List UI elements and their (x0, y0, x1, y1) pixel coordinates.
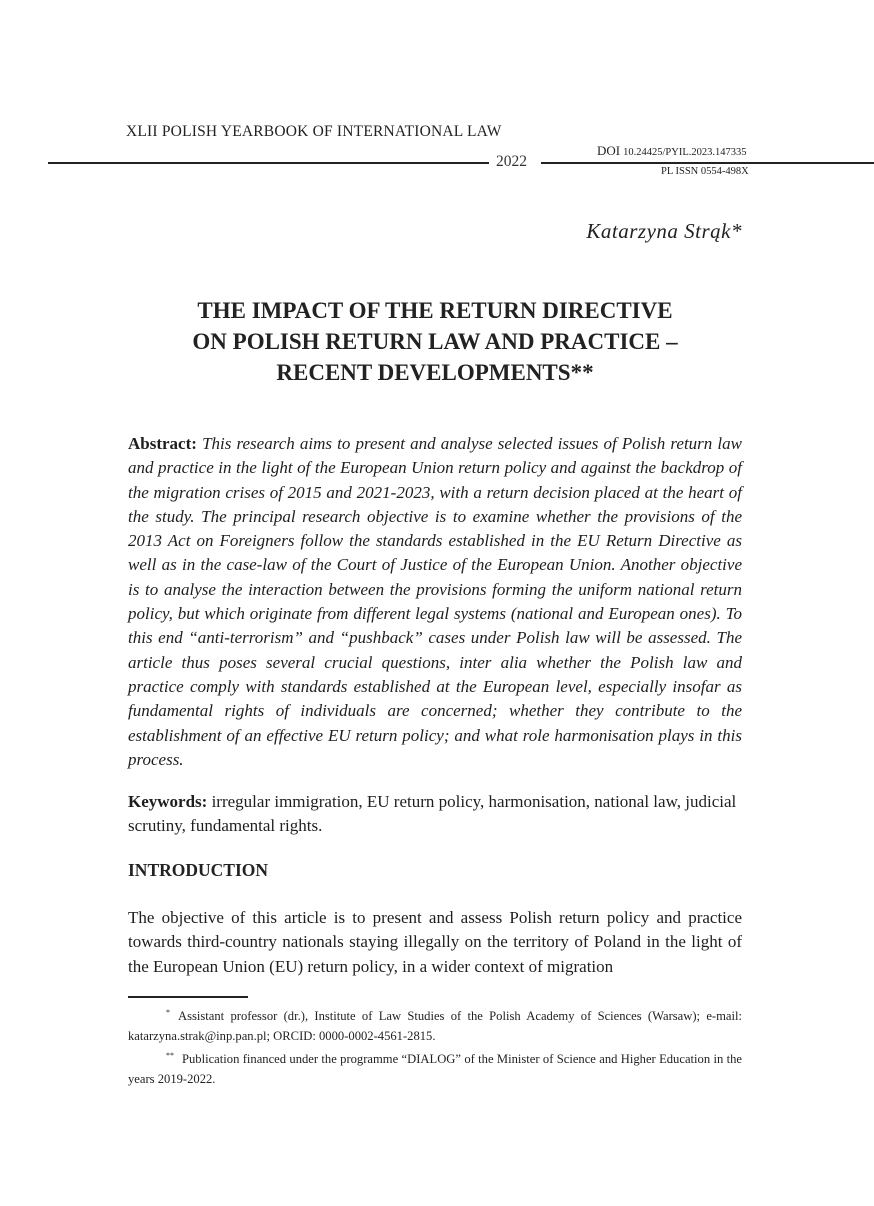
abstract-label: Abstract: (128, 434, 197, 453)
doi-value: 10.24425/PYIL.2023.147335 (623, 147, 747, 158)
footnote-author (128, 1003, 742, 1046)
doi (597, 143, 746, 159)
title-line: ON POLISH RETURN LAW AND PRACTICE – (192, 329, 678, 354)
author-name: Katarzyna Strąk* (586, 219, 742, 243)
header-rule-right (541, 162, 874, 164)
abstract-text: This research aims to present and analyse selected issues of Polish return law and practice in the light of the European Union return policy and against the backdrop of the migration crises of 2015 and 2021-2023, with a return decision placed at the heart of the study. The principal research objective is to examine whether the provisions of the 2013 Act on Foreigners follow the standards established in the EU Return Directive as well as in the case-law of the Court of Justice of the European Union. Another objective is to analyse the interaction between the provisions forming the uniform national return policy, but which originate from different legal systems (national and European ones). To this end “anti-terrorism” and “pushback” cases under Polish law will be assessed. The article thus poses several crucial questions, inter alia whether the Polish law and practice comply with standards established at the European level, especially insofar as fundamental rights of individuals are concerned; whether they contribute to the establishment of an effective EU return policy; and what role harmonisation plays in this process. (128, 434, 742, 769)
abstract (128, 432, 742, 772)
footnotes (128, 1003, 742, 1089)
keywords-text: irregular immigration, EU return policy, harmonisation, national law, judicial scrutiny, fundamental rights. (128, 792, 737, 836)
keywords (128, 790, 742, 839)
article-title (128, 295, 742, 388)
issn: PL ISSN 0554-498X (661, 166, 749, 177)
footnote-funding (128, 1046, 742, 1089)
volume-year: 2022 (496, 153, 527, 170)
footnote-text: Publication financed under the programme “DIALOG” of the Minister of Science and Higher Education in the years 2019-2022. (128, 1052, 742, 1086)
footnote-separator (128, 996, 248, 998)
keywords-label: Keywords: (128, 792, 208, 811)
doi-label: DOI (597, 143, 621, 158)
footnote-text: Assistant professor (dr.), Institute of Law Studies of the Polish Academy of Sciences (Warsaw); e-mail: katarzyna.strak@inp.pan.pl; ORCID: 0000-0002-4561-2815. (128, 1009, 742, 1043)
footnote-mark: ** (166, 1051, 174, 1060)
footnote-mark: * (166, 1008, 170, 1017)
introduction-paragraph: The objective of this article is to present and assess Polish return policy and practice towards third-country nationals staying illegally on the territory of Poland in the light of the European Union (EU) return policy, in a wider context of migration (128, 908, 742, 976)
header-rule-left (48, 162, 489, 164)
journal-title: XLII POLISH YEARBOOK OF INTERNATIONAL LAW (126, 123, 502, 140)
section-heading-introduction: INTRODUCTION (128, 860, 269, 880)
title-line: RECENT DEVELOPMENTS** (276, 360, 594, 385)
title-line: THE IMPACT OF THE RETURN DIRECTIVE (197, 298, 673, 323)
